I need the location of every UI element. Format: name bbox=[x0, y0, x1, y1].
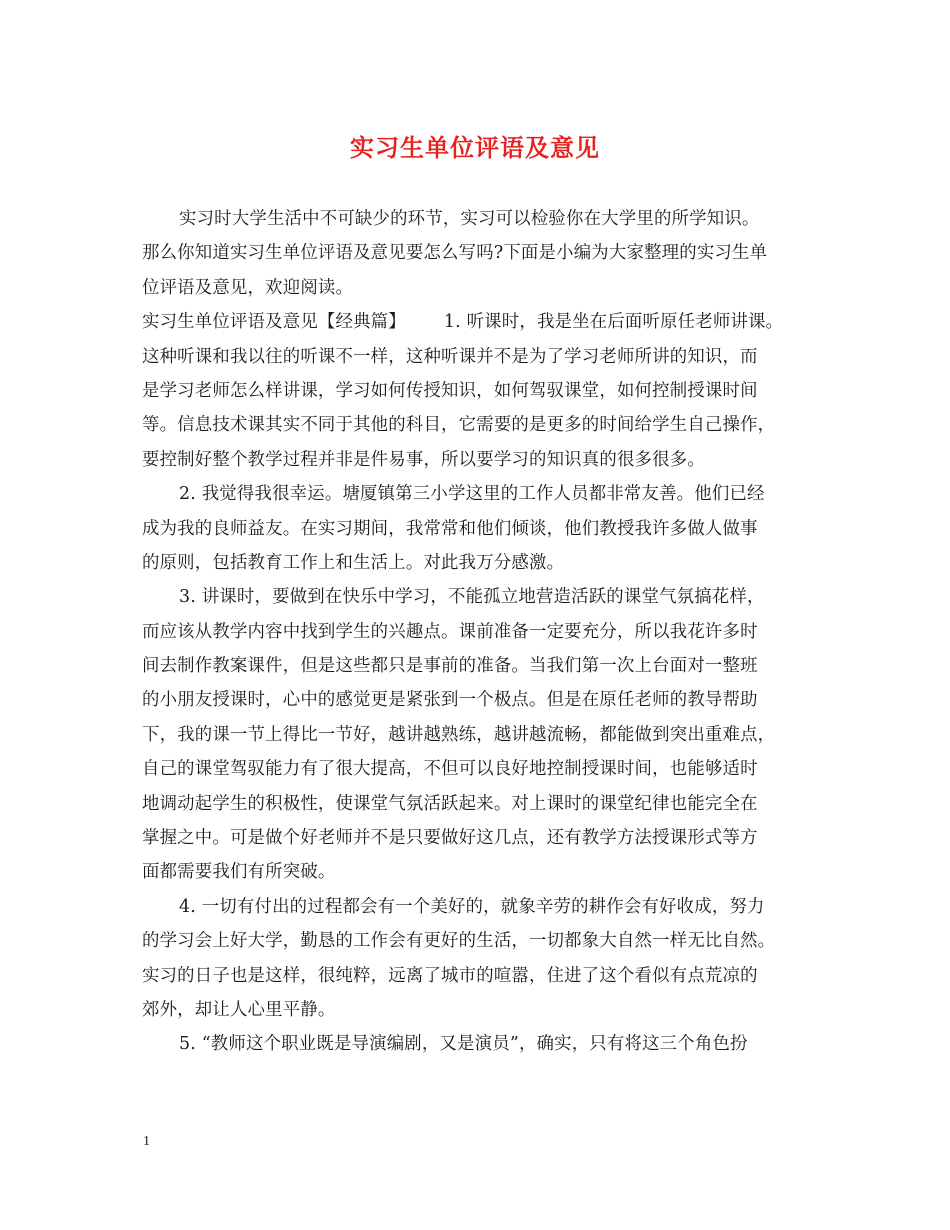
paragraph-line: 等。信息技术课其实不同于其他的科目，它需要的是更多的时间给学生自己操作， bbox=[142, 415, 776, 436]
section-heading: 实习生单位评语及意见【经典篇】 bbox=[142, 312, 406, 333]
paragraph-line: 面都需要我们有所突破。 bbox=[142, 862, 336, 883]
document-body bbox=[142, 202, 822, 1062]
paragraph-line: 下，我的课一节上得比一节好，越讲越熟练，越讲越流畅，都能做到突出重难点， bbox=[142, 724, 776, 745]
paragraph-line: 要控制好整个教学过程并非是件易事，所以要学习的知识真的很多很多。 bbox=[142, 449, 705, 470]
section-heading-line bbox=[142, 305, 822, 339]
page-number: 1 bbox=[143, 1134, 150, 1149]
paragraph-line: 成为我的良师益友。在实习期间，我常常和他们倾谈，他们教授我许多做人做事 bbox=[142, 518, 758, 539]
paragraph-line: 的原则，包括教育工作上和生活上。对此我万分感激。 bbox=[142, 552, 565, 573]
paragraph-line: 地调动起学生的积极性，使课堂气氛活跃起来。对上课时的课堂纪律也能完全在 bbox=[142, 793, 758, 814]
paragraph-line: 而应该从教学内容中找到学生的兴趣点。课前准备一定要充分，所以我花许多时 bbox=[142, 621, 758, 642]
paragraph-line: 掌握之中。可是做个好老师并不是只要做好这几点，还有教学方法授课形式等方 bbox=[142, 828, 758, 849]
paragraph-line: 5. “教师这个职业既是导演编剧，又是演员”，确实，只有将这三个角色扮 bbox=[179, 1034, 748, 1055]
paragraph-line: 的小朋友授课时，心中的感觉更是紧张到一个极点。但是在原任老师的教导帮助 bbox=[142, 690, 758, 711]
paragraph-line: 位评语及意见，欢迎阅读。 bbox=[142, 277, 354, 298]
item1-first-line: 1. 听课时，我是坐在后面听原任老师讲课。 bbox=[443, 312, 784, 333]
document-title: 实习生单位评语及意见 bbox=[350, 133, 600, 162]
paragraph-line: 是学习老师怎么样讲课，学习如何传授知识，如何驾驭课堂，如何控制授课时间 bbox=[142, 380, 758, 401]
paragraph-line: 这种听课和我以往的听课不一样，这种听课并不是为了学习老师所讲的知识，而 bbox=[142, 346, 758, 367]
paragraph-line: 3. 讲课时，要做到在快乐中学习，不能孤立地营造活跃的课堂气氛搞花样， bbox=[179, 587, 765, 608]
paragraph-line: 那么你知道实习生单位评语及意见要怎么写吗?下面是小编为大家整理的实习生单 bbox=[142, 243, 768, 264]
paragraph-line: 的学习会上好大学，勤恳的工作会有更好的生活，一切都象大自然一样无比自然。 bbox=[142, 931, 776, 952]
paragraph-line: 郊外，却让人心里平静。 bbox=[142, 999, 336, 1020]
paragraph-line: 实习时大学生活中不可缺少的环节，实习可以检验你在大学里的所学知识。 bbox=[179, 209, 760, 229]
paragraph-line: 间去制作教案课件，但是这些都只是事前的准备。当我们第一次上台面对一整班 bbox=[142, 656, 758, 677]
paragraph-line: 实习的日子也是这样，很纯粹，远离了城市的喧嚣，住进了这个看似有点荒凉的 bbox=[142, 965, 758, 986]
paragraph-line: 4. 一切有付出的过程都会有一个美好的，就象辛劳的耕作会有好收成，努力 bbox=[179, 896, 765, 917]
paragraph-line: 自己的课堂驾驭能力有了很大提高，不但可以良好地控制授课时间，也能够适时 bbox=[142, 759, 758, 780]
paragraph-line: 2. 我觉得我很幸运。塘厦镇第三小学这里的工作人员都非常友善。他们已经 bbox=[179, 484, 765, 505]
